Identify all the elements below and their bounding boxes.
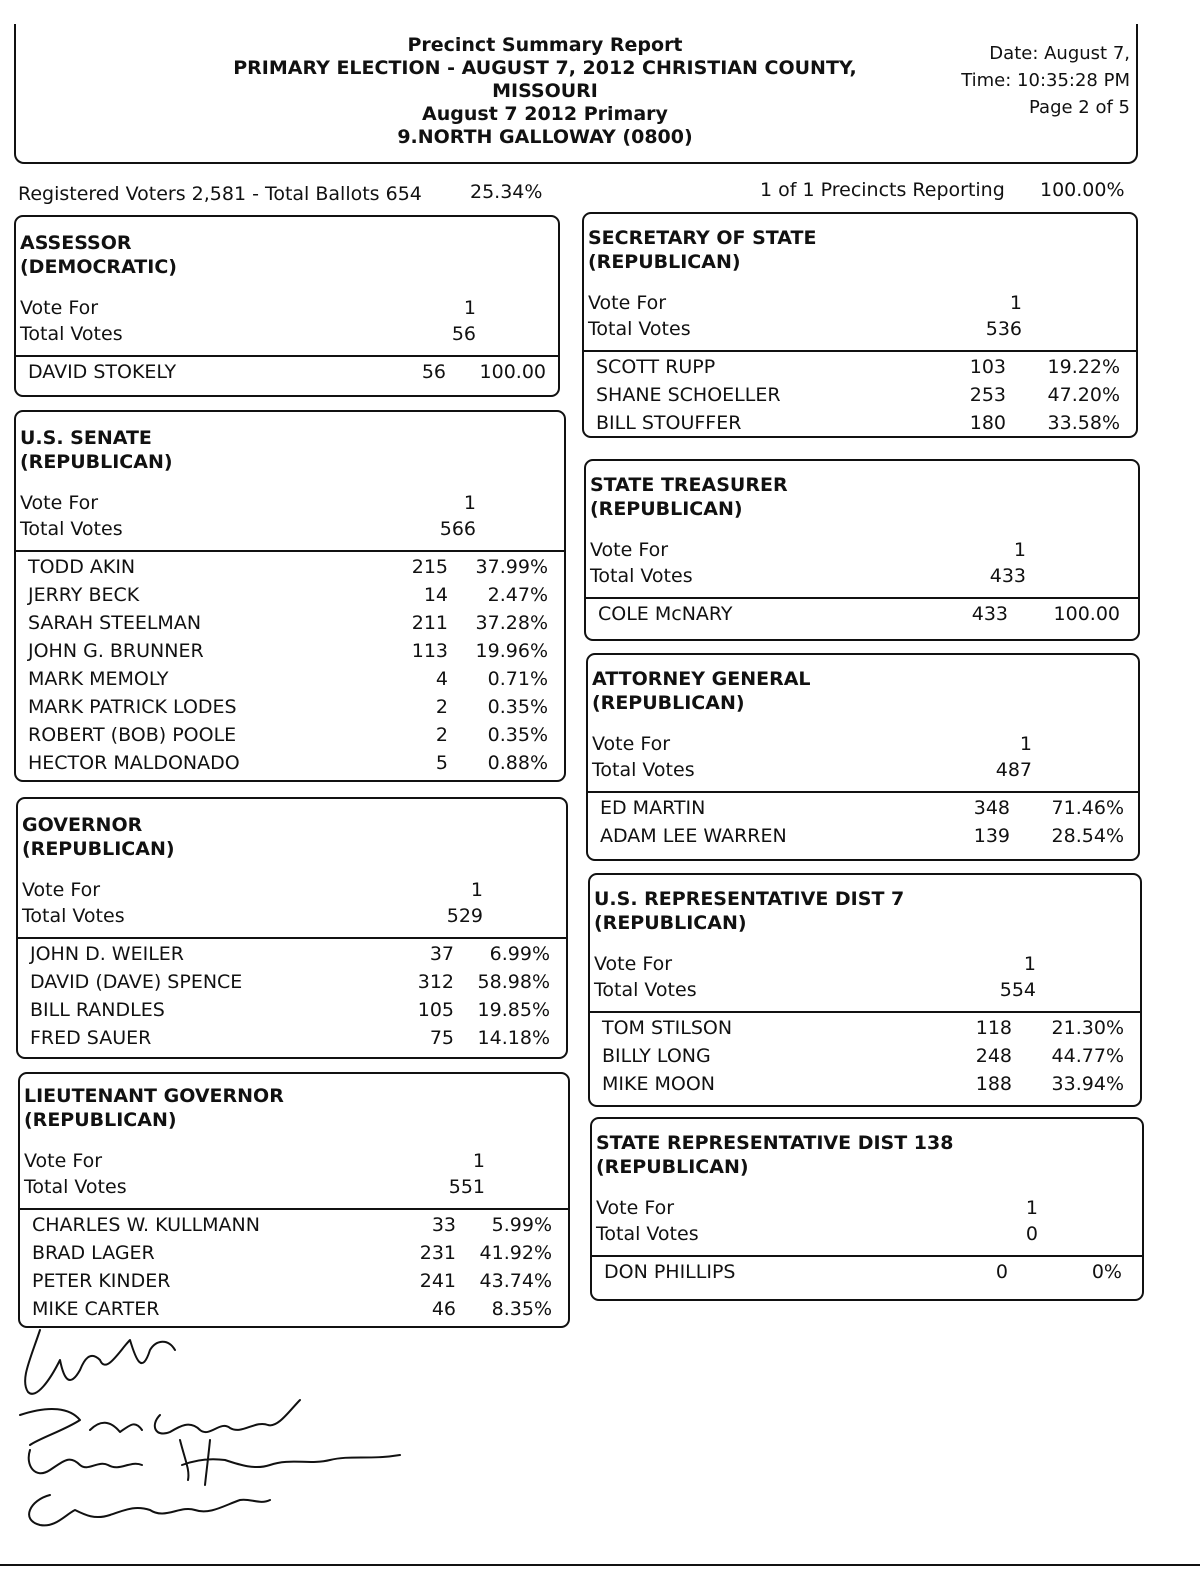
- report-title: Precinct Summary Report: [407, 34, 683, 56]
- total-votes-label: Total Votes: [594, 979, 697, 1001]
- candidate-votes: 312: [417, 971, 454, 993]
- total-votes-label: Total Votes: [592, 759, 695, 781]
- candidate-row: [584, 408, 1136, 436]
- race-party: (DEMOCRATIC): [20, 256, 177, 278]
- race-party: (REPUBLICAN): [590, 498, 743, 520]
- candidate-name: CHARLES W. KULLMANN: [32, 1214, 260, 1236]
- vote-for-value: 1: [1023, 953, 1036, 975]
- race-box: [586, 653, 1140, 861]
- vote-for-value: 1: [470, 879, 483, 901]
- vote-for-row: [16, 297, 558, 323]
- candidate-votes: 215: [411, 556, 448, 578]
- candidate-percent: 19.22%: [1047, 356, 1120, 378]
- race-office: ASSESSOR: [20, 232, 132, 254]
- candidate-votes: 139: [973, 825, 1010, 847]
- race-party: (REPUBLICAN): [588, 251, 741, 273]
- race-office: GOVERNOR: [22, 814, 143, 836]
- vote-for-row: [588, 733, 1138, 759]
- race-office: ATTORNEY GENERAL: [592, 668, 811, 690]
- race-title: [16, 412, 564, 474]
- candidate-percent: 44.77%: [1051, 1045, 1124, 1067]
- candidate-row: [20, 1210, 568, 1238]
- candidate-row: [16, 580, 564, 608]
- vote-for-label: Vote For: [590, 539, 669, 561]
- candidate-row: [20, 1238, 568, 1266]
- vote-for-value: 1: [1009, 292, 1022, 314]
- total-votes-value: 0: [1025, 1223, 1038, 1245]
- race-office: U.S. SENATE: [20, 427, 152, 449]
- race-party: (REPUBLICAN): [24, 1109, 177, 1131]
- candidate-percent: 100.00: [1053, 603, 1120, 625]
- vote-for-row: [590, 953, 1140, 979]
- vote-for-label: Vote For: [22, 879, 101, 901]
- turnout-percent: 25.34%: [470, 181, 543, 203]
- race-title: [588, 655, 1138, 715]
- vote-for-value: 1: [1013, 539, 1026, 561]
- candidate-name: MIKE CARTER: [32, 1298, 160, 1320]
- total-votes-value: 536: [985, 318, 1022, 340]
- candidate-name: BRAD LAGER: [32, 1242, 155, 1264]
- vote-for-value: 1: [463, 297, 476, 319]
- candidate-name: ROBERT (BOB) POOLE: [28, 724, 237, 746]
- candidate-row: [16, 720, 564, 748]
- signatures: [10, 1320, 430, 1550]
- candidate-row: [592, 1257, 1142, 1285]
- race-office: U.S. REPRESENTATIVE DIST 7: [594, 888, 905, 910]
- vote-for-label: Vote For: [20, 492, 99, 514]
- candidate-percent: 21.30%: [1051, 1017, 1124, 1039]
- registered-voters: Registered Voters 2,581 - Total Ballots 654: [18, 183, 422, 205]
- candidate-row: [20, 1294, 568, 1322]
- race-box: [16, 797, 568, 1059]
- race-title: [16, 217, 558, 279]
- candidate-percent: 0%: [1091, 1261, 1122, 1283]
- candidate-name: ADAM LEE WARREN: [600, 825, 787, 847]
- candidate-percent: 8.35%: [491, 1298, 552, 1320]
- candidate-percent: 5.99%: [491, 1214, 552, 1236]
- race-office: STATE REPRESENTATIVE DIST 138: [596, 1132, 954, 1154]
- total-votes-value: 56: [451, 323, 476, 345]
- candidate-percent: 6.99%: [489, 943, 550, 965]
- candidate-row: [18, 995, 566, 1023]
- vote-for-label: Vote For: [596, 1197, 675, 1219]
- total-votes-label: Total Votes: [596, 1223, 699, 1245]
- race-title: [18, 799, 566, 861]
- candidate-row: [16, 636, 564, 664]
- candidate-percent: 0.71%: [487, 668, 548, 690]
- candidate-votes: 46: [431, 1298, 456, 1320]
- candidate-percent: 33.94%: [1051, 1073, 1124, 1095]
- total-votes-label: Total Votes: [24, 1176, 127, 1198]
- vote-for-label: Vote For: [20, 297, 99, 319]
- candidate-votes: 188: [975, 1073, 1012, 1095]
- page-bottom-rule: [0, 1564, 1200, 1566]
- race-title: [586, 461, 1138, 521]
- candidate-name: JOHN D. WEILER: [30, 943, 184, 965]
- race-box: [584, 459, 1140, 641]
- candidate-votes: 253: [969, 384, 1006, 406]
- total-votes-row: [16, 323, 558, 349]
- race-office: LIEUTENANT GOVERNOR: [24, 1085, 284, 1107]
- total-votes-value: 566: [439, 518, 476, 540]
- total-votes-row: [584, 318, 1136, 344]
- race-box: [14, 410, 566, 782]
- candidate-percent: 37.28%: [475, 612, 548, 634]
- race-title: [592, 1119, 1142, 1179]
- candidate-percent: 33.58%: [1047, 412, 1120, 434]
- candidate-row: [590, 1069, 1140, 1097]
- race-box: [14, 215, 560, 397]
- candidate-name: DAVID (DAVE) SPENCE: [30, 971, 243, 993]
- race-box: [590, 1117, 1144, 1301]
- race-box: [582, 212, 1138, 438]
- candidate-votes: 231: [419, 1242, 456, 1264]
- total-votes-value: 487: [995, 759, 1032, 781]
- candidate-name: FRED SAUER: [30, 1027, 152, 1049]
- candidate-name: HECTOR MALDONADO: [28, 752, 240, 774]
- vote-for-value: 1: [472, 1150, 485, 1172]
- candidate-votes: 118: [975, 1017, 1012, 1039]
- candidate-votes: 4: [435, 668, 448, 690]
- race-party: (REPUBLICAN): [594, 912, 747, 934]
- vote-for-label: Vote For: [592, 733, 671, 755]
- candidate-name: TOM STILSON: [602, 1017, 733, 1039]
- race-office: STATE TREASURER: [590, 474, 788, 496]
- candidate-votes: 103: [969, 356, 1006, 378]
- total-votes-row: [588, 759, 1138, 785]
- candidate-percent: 0.35%: [487, 724, 548, 746]
- candidate-row: [18, 1023, 566, 1051]
- total-votes-label: Total Votes: [590, 565, 693, 587]
- total-votes-row: [592, 1223, 1142, 1249]
- candidate-name: SARAH STEELMAN: [28, 612, 202, 634]
- candidate-name: ED MARTIN: [600, 797, 706, 819]
- total-votes-value: 551: [448, 1176, 485, 1198]
- vote-for-label: Vote For: [24, 1150, 103, 1172]
- precinct-name: 9.NORTH GALLOWAY (0800): [397, 126, 693, 148]
- candidate-votes: 433: [971, 603, 1008, 625]
- candidate-votes: 105: [417, 999, 454, 1021]
- candidate-row: [16, 664, 564, 692]
- total-votes-row: [20, 1176, 568, 1202]
- total-votes-value: 554: [999, 979, 1036, 1001]
- candidate-votes: 37: [429, 943, 454, 965]
- vote-for-row: [584, 292, 1136, 318]
- candidate-votes: 241: [419, 1270, 456, 1292]
- candidate-percent: 19.96%: [475, 640, 548, 662]
- total-votes-label: Total Votes: [22, 905, 125, 927]
- candidate-name: SCOTT RUPP: [596, 356, 716, 378]
- race-party: (REPUBLICAN): [22, 838, 175, 860]
- candidate-percent: 58.98%: [477, 971, 550, 993]
- candidate-name: TODD AKIN: [28, 556, 136, 578]
- vote-for-row: [592, 1197, 1142, 1223]
- candidate-votes: 14: [423, 584, 448, 606]
- candidate-name: DAVID STOKELY: [28, 361, 177, 383]
- candidate-votes: 113: [411, 640, 448, 662]
- candidate-percent: 100.00: [479, 361, 546, 383]
- candidate-name: MIKE MOON: [602, 1073, 716, 1095]
- election-line-2: MISSOURI: [492, 80, 598, 102]
- election-line-1: PRIMARY ELECTION - AUGUST 7, 2012 CHRISTIAN COUNTY,: [233, 57, 857, 79]
- candidate-percent: 2.47%: [487, 584, 548, 606]
- vote-for-row: [20, 1150, 568, 1176]
- candidate-row: [584, 380, 1136, 408]
- race-party: (REPUBLICAN): [20, 451, 173, 473]
- total-votes-row: [590, 979, 1140, 1005]
- candidate-percent: 47.20%: [1047, 384, 1120, 406]
- candidate-name: MARK MEMOLY: [28, 668, 169, 690]
- candidate-row: [588, 793, 1138, 821]
- candidate-name: DON PHILLIPS: [604, 1261, 736, 1283]
- candidate-votes: 2: [435, 724, 448, 746]
- candidate-row: [16, 357, 558, 385]
- candidate-row: [16, 692, 564, 720]
- primary-name: August 7 2012 Primary: [422, 103, 668, 125]
- vote-for-value: 1: [1019, 733, 1032, 755]
- candidate-row: [16, 608, 564, 636]
- candidate-name: PETER KINDER: [32, 1270, 171, 1292]
- precincts-reporting: 1 of 1 Precincts Reporting: [760, 179, 1005, 201]
- candidate-percent: 28.54%: [1051, 825, 1124, 847]
- vote-for-value: 1: [1025, 1197, 1038, 1219]
- candidate-row: [586, 599, 1138, 627]
- candidate-row: [590, 1013, 1140, 1041]
- total-votes-value: 529: [446, 905, 483, 927]
- candidate-votes: 180: [969, 412, 1006, 434]
- candidate-votes: 33: [431, 1214, 456, 1236]
- race-title: [20, 1074, 568, 1132]
- race-box: [588, 873, 1142, 1107]
- candidate-row: [584, 352, 1136, 380]
- candidate-votes: 2: [435, 696, 448, 718]
- candidate-percent: 14.18%: [477, 1027, 550, 1049]
- candidate-row: [590, 1041, 1140, 1069]
- total-votes-value: 433: [989, 565, 1026, 587]
- candidate-percent: 0.35%: [487, 696, 548, 718]
- candidate-row: [18, 967, 566, 995]
- vote-for-value: 1: [463, 492, 476, 514]
- candidate-row: [20, 1266, 568, 1294]
- total-votes-label: Total Votes: [588, 318, 691, 340]
- total-votes-row: [586, 565, 1138, 591]
- candidate-name: BILL STOUFFER: [596, 412, 742, 434]
- candidate-percent: 43.74%: [479, 1270, 552, 1292]
- race-party: (REPUBLICAN): [596, 1156, 749, 1178]
- candidate-percent: 71.46%: [1051, 797, 1124, 819]
- vote-for-label: Vote For: [594, 953, 673, 975]
- candidate-row: [16, 748, 564, 776]
- report-header-title: [180, 34, 910, 149]
- candidate-name: JOHN G. BRUNNER: [28, 640, 204, 662]
- candidate-percent: 0.88%: [487, 752, 548, 774]
- candidate-votes: 0: [995, 1261, 1008, 1283]
- report-datetime: [930, 40, 1130, 121]
- total-votes-label: Total Votes: [20, 323, 123, 345]
- reporting-percent: 100.00%: [1040, 179, 1125, 201]
- report-date: Date: August 7,: [989, 43, 1130, 64]
- race-title: [584, 214, 1136, 274]
- race-office: SECRETARY OF STATE: [588, 227, 817, 249]
- total-votes-row: [18, 905, 566, 931]
- vote-for-row: [18, 879, 566, 905]
- candidate-name: BILLY LONG: [602, 1045, 711, 1067]
- report-time: Time: 10:35:28 PM: [961, 70, 1130, 91]
- candidate-percent: 41.92%: [479, 1242, 552, 1264]
- candidate-votes: 211: [411, 612, 448, 634]
- candidate-percent: 19.85%: [477, 999, 550, 1021]
- page-number: Page 2 of 5: [1029, 97, 1130, 118]
- candidate-row: [588, 821, 1138, 849]
- total-votes-label: Total Votes: [20, 518, 123, 540]
- vote-for-label: Vote For: [588, 292, 667, 314]
- race-title: [590, 875, 1140, 935]
- vote-for-row: [16, 492, 564, 518]
- candidate-name: JERRY BECK: [28, 584, 140, 606]
- race-box: [18, 1072, 570, 1328]
- candidate-name: COLE McNARY: [598, 603, 733, 625]
- race-party: (REPUBLICAN): [592, 692, 745, 714]
- candidate-row: [18, 939, 566, 967]
- candidate-row: [16, 552, 564, 580]
- vote-for-row: [586, 539, 1138, 565]
- candidate-votes: 248: [975, 1045, 1012, 1067]
- candidate-name: SHANE SCHOELLER: [596, 384, 781, 406]
- candidate-votes: 5: [435, 752, 448, 774]
- candidate-votes: 75: [429, 1027, 454, 1049]
- candidate-votes: 348: [973, 797, 1010, 819]
- candidate-name: BILL RANDLES: [30, 999, 165, 1021]
- candidate-votes: 56: [421, 361, 446, 383]
- candidate-percent: 37.99%: [475, 556, 548, 578]
- total-votes-row: [16, 518, 564, 544]
- candidate-name: MARK PATRICK LODES: [28, 696, 237, 718]
